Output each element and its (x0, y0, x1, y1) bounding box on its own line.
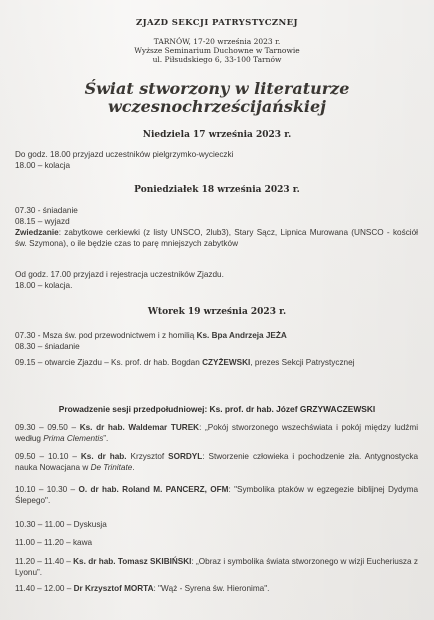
sunday-schedule (15, 149, 418, 171)
talk5-person: Dr Krzysztof MORTA (73, 584, 154, 593)
discussion: 10.30 – 11.00 – Dyskusja (15, 520, 107, 529)
talk2-end: . (132, 463, 135, 472)
talk4-time: 11.20 – 11.40 – (15, 557, 74, 566)
opening-prefix: 09.15 – otwarcie Zjazdu – Ks. prof. dr hab. Bogdan (15, 358, 203, 367)
sunday-dinner: 18.00 – kolacja (15, 161, 71, 170)
session-title: Prowadzenie sesji przedpołudniowej: Ks. prof. dr hab. Józef GRZYWACZEWSKI (58, 404, 376, 414)
sunday-arrival: Do godz. 18.00 przyjazd uczestników pielgrzymko-wycieczki (15, 150, 234, 159)
monday-schedule (15, 205, 418, 249)
institution: Wyższe Seminarium Duchowne w Tarnowie (134, 46, 300, 55)
sightseeing-label: Zwiedzanie (15, 228, 59, 237)
talk1-italic: Prima Clementis (43, 434, 104, 443)
talk3-time: 10.10 – 10.30 – (15, 485, 79, 494)
tuesday-opening (15, 357, 418, 368)
conference-info (0, 37, 434, 64)
title-line-1: Świat stworzony w literaturze (84, 79, 350, 98)
conference-title (0, 80, 434, 116)
mass-presider: Ks. Bpa Andrzeja JEŻA (196, 331, 287, 340)
day-heading-sunday: Niedziela 17 września 2023 r. (142, 130, 292, 140)
talk2-person: Ks. dr hab. (80, 452, 127, 461)
talk4-text: : „Obraz i symbolika świata stworzonego w wizji Eucheriusza z Lyonu”. (15, 557, 418, 577)
sightseeing-text: : zabytkowe cerkiewki (z listy UNSCO, 2lub3), Stary Sącz, Lipnica Murowana (UNSCO - kościół św. Szymona), o ile będzie czas to parę mniejszych zabytków (15, 228, 418, 248)
title-line-2: wczesnochrześcijańskiej (108, 97, 326, 116)
talk-pancerz (15, 484, 418, 506)
conference-header: ZJAZD SEKCJI PATRYSTYCZNEJ (136, 18, 298, 28)
monday-sightseeing (15, 227, 418, 249)
talk4-person: Ks. dr hab. Tomasz SKIBIŃSKI (73, 557, 192, 566)
tuesday-mass (15, 330, 418, 341)
monday-evening (15, 269, 418, 291)
coffee-break: 11.00 – 11.20 – kawa (15, 538, 93, 547)
day-heading-monday: Poniedziałek 18 września 2023 r. (134, 185, 300, 195)
talk3-person: O. dr hab. Roland M. PANCERZ, OFM (78, 485, 229, 494)
talk1-time: 09.30 – 09.50 – (15, 423, 80, 432)
monday-registration: Od godz. 17.00 przyjazd i rejestracja uczestników Zjazdu. (15, 270, 224, 279)
talk2-text: : Stworzenie człowieka i pochodzenie zła. Antygnostycka nauka Nowacjana w (15, 452, 419, 472)
opening-person: CZYŻEWSKI (202, 358, 251, 367)
talk-turek (15, 422, 418, 444)
talk-morta (15, 583, 418, 594)
talk1-text: : „Pokój stworzonego wszechświata i pokój między ludźmi według (15, 423, 419, 443)
talk5-text: : "Wąż - Syrena św. Hieronima". (153, 584, 270, 593)
talk-sordyl (15, 451, 418, 473)
address: ul. Piłsudskiego 6, 33-100 Tarnów (152, 55, 282, 64)
tuesday-morning (15, 330, 418, 368)
talk-skibinski (15, 556, 418, 578)
place-date: TARNÓW, 17-20 września 2023 r. (153, 37, 281, 46)
talk2-surname: SORDYL (168, 452, 203, 461)
talk1-person: Ks. dr hab. Waldemar TUREK (79, 423, 200, 432)
mass-prefix: 07.30 - Msza św. pod przewodnictwem i z homilią (15, 331, 197, 340)
talk2-person2: Krzysztof (126, 452, 169, 461)
monday-departure: 08.15 – wyjazd (15, 217, 70, 226)
talk2-time: 09.50 – 10.10 – (15, 452, 81, 461)
talk2-italic: De Trinitate (90, 463, 133, 472)
talk1-end: ”. (103, 434, 109, 443)
monday-breakfast: 07.30 - śniadanie (15, 206, 78, 215)
talk5-time: 11.40 – 12.00 – (15, 584, 74, 593)
day-heading-tuesday: Wtorek 19 września 2023 r. (147, 307, 287, 317)
talk3-text: : "Symbolika ptaków w egzegezie biblijnej Dydyma Ślepego". (15, 485, 418, 505)
tuesday-breakfast: 08.30 – śniadanie (15, 342, 80, 351)
opening-suffix: , prezes Sekcji Patrystycznej (250, 358, 355, 367)
monday-dinner: 18.00 – kolacja. (15, 281, 73, 290)
